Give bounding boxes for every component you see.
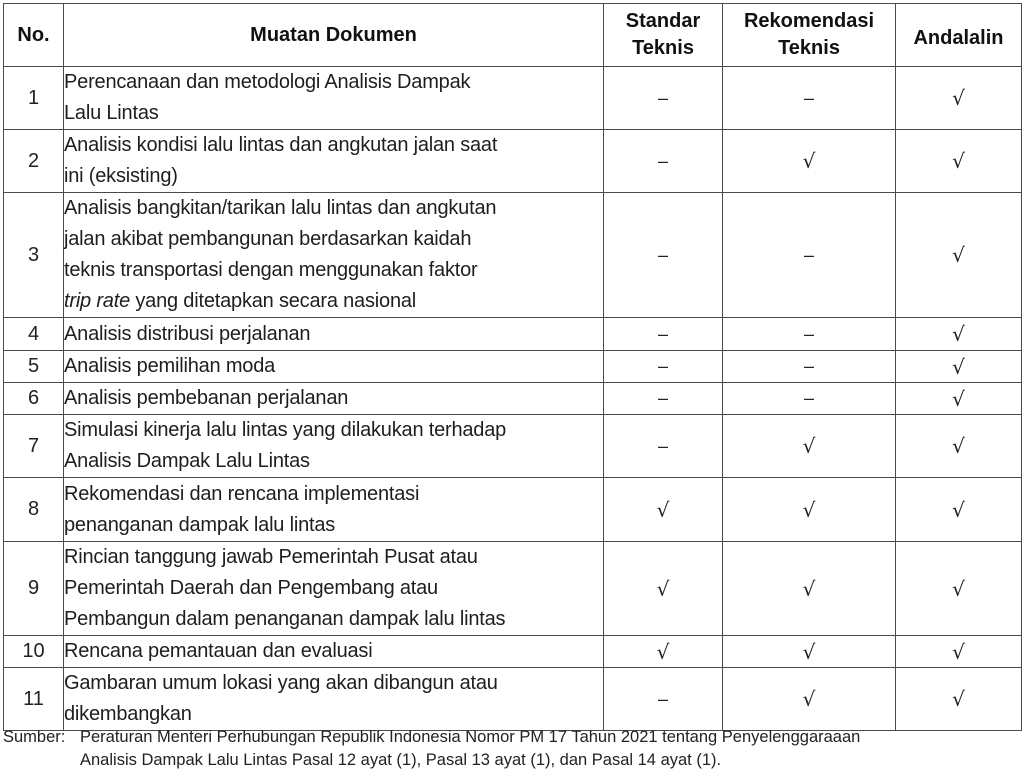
standar-teknis-dash-icon: – <box>604 415 723 478</box>
table-row <box>4 668 1022 731</box>
andalalin-check-icon: √ <box>896 193 1022 318</box>
row-number: 4 <box>4 318 64 351</box>
table-row <box>4 351 1022 383</box>
row-number: 8 <box>4 478 64 542</box>
rekomendasi-teknis-dash-icon: – <box>723 383 896 415</box>
table-row <box>4 542 1022 636</box>
rekomendasi-teknis-check-icon: √ <box>723 668 896 731</box>
muatan-dokumen-cell <box>64 193 604 318</box>
muatan-dokumen-cell <box>64 318 604 351</box>
table-row <box>4 318 1022 351</box>
header-standar-line1: Standar <box>625 10 701 32</box>
andalalin-check-icon: √ <box>896 351 1022 383</box>
row-number: 6 <box>4 383 64 415</box>
header-rekomendasi-teknis <box>723 4 896 67</box>
table-row <box>4 478 1022 542</box>
muatan-dokumen-cell <box>64 668 604 731</box>
standar-teknis-check-icon: √ <box>604 636 723 668</box>
andalalin-check-icon: √ <box>896 478 1022 542</box>
muatan-italic-term: trip rate <box>64 290 131 312</box>
muatan-dokumen-cell <box>64 67 604 130</box>
header-no: No. <box>4 4 64 67</box>
header-rekomendasi-line1: Rekomendasi <box>743 10 875 32</box>
table-body <box>4 67 1022 731</box>
muatan-line: penanganan dampak lalu lintas <box>64 513 336 536</box>
header-standar-line2: Teknis <box>632 37 694 59</box>
muatan-dokumen-cell <box>64 542 604 636</box>
muatan-line: Pemerintah Daerah dan Pengembang atau <box>64 577 438 599</box>
rekomendasi-teknis-check-icon: √ <box>723 636 896 668</box>
standar-teknis-check-icon: √ <box>604 542 723 636</box>
muatan-line: Perencanaan dan metodologi Analisis Dampak <box>64 71 471 93</box>
andalalin-check-icon: √ <box>896 383 1022 415</box>
rekomendasi-teknis-check-icon: √ <box>723 130 896 193</box>
standar-teknis-dash-icon: – <box>604 668 723 731</box>
standar-teknis-check-icon: √ <box>604 478 723 542</box>
header-muatan-dokumen: Muatan Dokumen <box>64 4 604 67</box>
row-number: 9 <box>4 542 64 636</box>
muatan-dokumen-cell <box>64 478 604 542</box>
table-row <box>4 415 1022 478</box>
muatan-line: Pembangun dalam penanganan dampak lalu lintas <box>64 608 506 630</box>
muatan-line: Gambaran umum lokasi yang akan dibangun atau <box>64 672 498 694</box>
table-row <box>4 193 1022 318</box>
rekomendasi-teknis-dash-icon: – <box>723 193 896 318</box>
row-number: 3 <box>4 193 64 318</box>
muatan-line: Analisis Dampak Lalu Lintas <box>64 450 310 472</box>
muatan-line-rest: yang ditetapkan secara nasional <box>130 290 417 312</box>
andalalin-check-icon: √ <box>896 542 1022 636</box>
table-row <box>4 383 1022 415</box>
header-standar-teknis <box>604 4 723 67</box>
muatan-line: Rencana pemantauan dan evaluasi <box>64 640 373 662</box>
muatan-line: Analisis pemilihan moda <box>64 355 276 377</box>
row-number: 5 <box>4 351 64 383</box>
source-line-2: Analisis Dampak Lalu Lintas Pasal 12 ayat (1), Pasal 13 ayat (1), dan Pasal 14 ayat (1). <box>80 751 722 769</box>
muatan-line: Analisis distribusi perjalanan <box>64 322 311 345</box>
row-number: 2 <box>4 130 64 193</box>
muatan-line: ini (eksisting) <box>64 165 178 187</box>
muatan-line: Rekomendasi dan rencana implementasi <box>64 482 420 505</box>
muatan-line: Analisis kondisi lalu lintas dan angkutan jalan saat <box>64 134 498 156</box>
andalalin-check-icon: √ <box>896 415 1022 478</box>
standar-teknis-dash-icon: – <box>604 130 723 193</box>
rekomendasi-teknis-dash-icon: – <box>723 351 896 383</box>
table-row <box>4 130 1022 193</box>
standar-teknis-dash-icon: – <box>604 193 723 318</box>
rekomendasi-teknis-dash-icon: – <box>723 318 896 351</box>
table-row <box>4 636 1022 668</box>
rekomendasi-teknis-check-icon: √ <box>723 478 896 542</box>
muatan-dokumen-table <box>3 3 1022 731</box>
andalalin-check-icon: √ <box>896 668 1022 731</box>
andalalin-check-icon: √ <box>896 318 1022 351</box>
muatan-dokumen-cell <box>64 383 604 415</box>
muatan-line: dikembangkan <box>64 703 192 725</box>
muatan-dokumen-cell <box>64 351 604 383</box>
muatan-line: Analisis bangkitan/tarikan lalu lintas dan angkutan <box>64 197 497 219</box>
muatan-line: jalan akibat pembangunan berdasarkan kaidah <box>64 228 472 250</box>
muatan-line: Simulasi kinerja lalu lintas yang dilakukan terhadap <box>64 419 507 441</box>
standar-teknis-dash-icon: – <box>604 351 723 383</box>
table-header-row <box>4 4 1022 67</box>
table-row <box>4 67 1022 130</box>
rekomendasi-teknis-check-icon: √ <box>723 415 896 478</box>
source-line-1: Peraturan Menteri Perhubungan Republik Indonesia Nomor PM 17 Tahun 2021 tentang Penyelenggaraaan <box>80 728 861 746</box>
muatan-line: teknis transportasi dengan menggunakan faktor <box>64 259 478 281</box>
row-number: 11 <box>4 668 64 731</box>
header-andalalin: Andalalin <box>896 4 1022 67</box>
muatan-line: Analisis pembebanan perjalanan <box>64 387 349 409</box>
andalalin-check-icon: √ <box>896 636 1022 668</box>
standar-teknis-dash-icon: – <box>604 318 723 351</box>
rekomendasi-teknis-dash-icon: – <box>723 67 896 130</box>
row-number: 1 <box>4 67 64 130</box>
header-rekomendasi-line2: Teknis <box>778 37 840 59</box>
rekomendasi-teknis-check-icon: √ <box>723 542 896 636</box>
muatan-line: Lalu Lintas <box>64 102 159 124</box>
muatan-dokumen-cell <box>64 636 604 668</box>
andalalin-check-icon: √ <box>896 130 1022 193</box>
muatan-line <box>64 286 603 317</box>
row-number: 10 <box>4 636 64 668</box>
source-note <box>3 726 1021 772</box>
muatan-dokumen-cell <box>64 415 604 478</box>
source-label: Sumber: <box>3 728 66 746</box>
row-number: 7 <box>4 415 64 478</box>
andalalin-check-icon: √ <box>896 67 1022 130</box>
standar-teknis-dash-icon: – <box>604 383 723 415</box>
standar-teknis-dash-icon: – <box>604 67 723 130</box>
muatan-line: Rincian tanggung jawab Pemerintah Pusat atau <box>64 546 478 568</box>
muatan-dokumen-cell <box>64 130 604 193</box>
